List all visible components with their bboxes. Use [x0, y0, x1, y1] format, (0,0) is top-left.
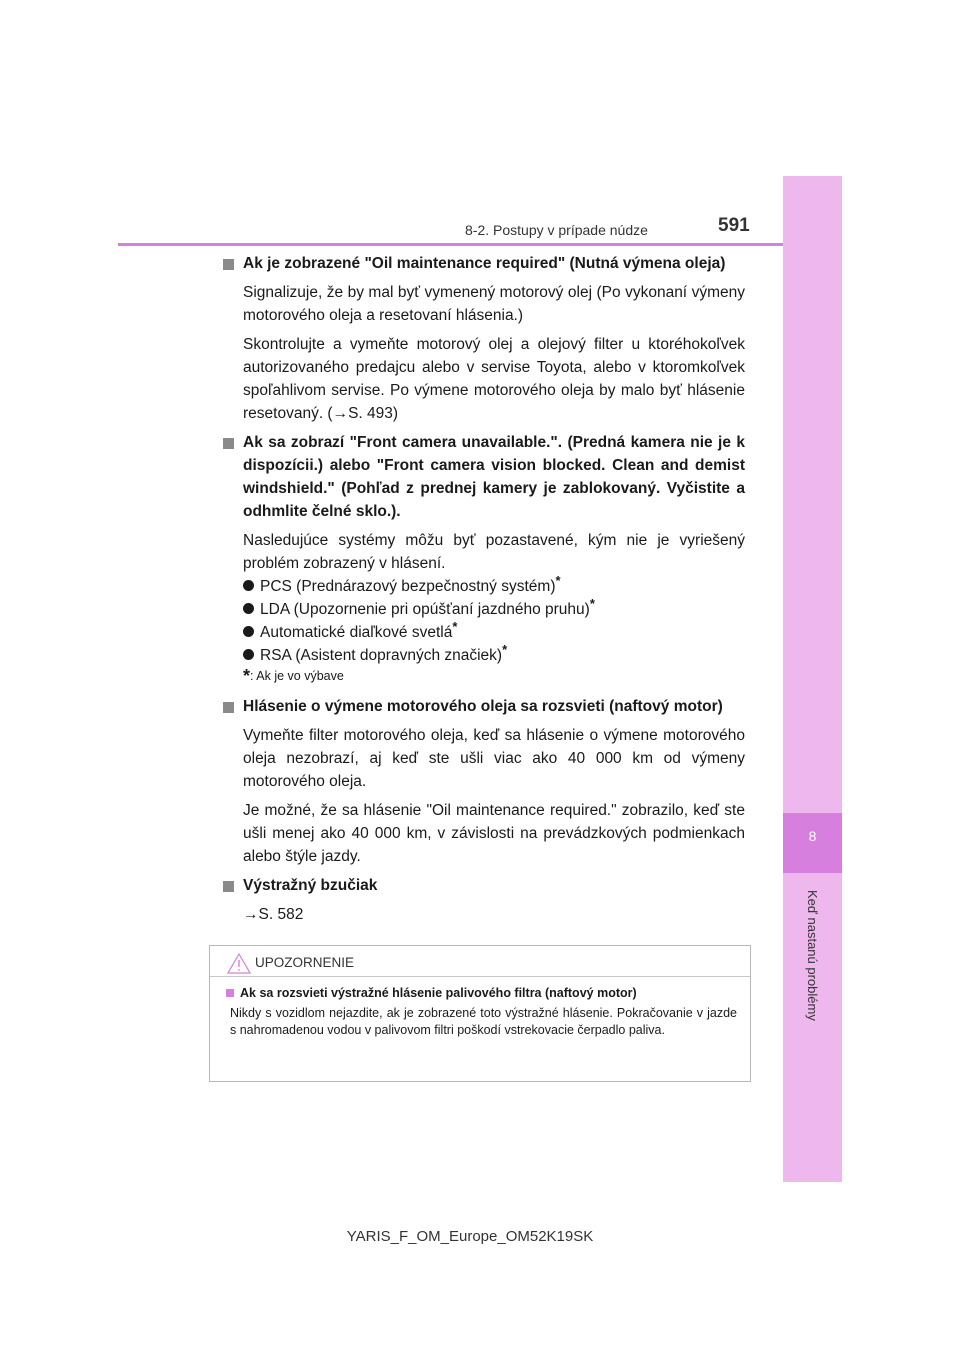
chapter-sidebar	[783, 176, 842, 1182]
chapter-title: Keď nastanú problémy	[805, 890, 820, 1021]
list-item: RSA (Asistent dopravných značiek)*	[220, 644, 745, 667]
chapter-number: 8	[808, 828, 817, 844]
warning-header	[210, 946, 750, 977]
footer	[0, 1228, 960, 1245]
asterisk: *	[452, 618, 458, 634]
square-bullet-icon	[223, 438, 234, 449]
section-oil-change-diesel	[220, 695, 745, 868]
warning-heading: Ak sa rozsvieti výstražné hlásenie palivového filtra (naftový motor)	[224, 985, 737, 1002]
square-bullet-icon	[223, 259, 234, 270]
header-divider	[118, 243, 783, 246]
square-bullet-icon	[223, 702, 234, 713]
paragraph: Signalizuje, že by mal byť vymenený motorový olej (Po vykonaní výmeny motorového oleja a resetovaní hlásenia.)	[243, 284, 745, 324]
paragraph: Vymeňte filter motorového oleja, keď sa hlásenie o výmene motorového oleja nezobrazí, aj keď ste ušli viac ako 40 000 km od výmeny motorového oleja.	[243, 727, 745, 790]
bullet-dot-icon	[243, 626, 254, 637]
section-buzzer	[220, 874, 745, 926]
asterisk: *	[589, 595, 595, 611]
section-front-camera	[220, 431, 745, 685]
warning-text: Nikdy s vozidlom nejazdite, ak je zobrazené toto výstražné hlásenie. Pokračovanie v jazde s nahromadenou vodou v palivovom filtri poškodí vstrekovacie čerpadlo paliva.	[230, 1006, 737, 1037]
footnote: *: Ak je vo výbave	[243, 666, 344, 686]
paragraph: Skontrolujte a vymeňte motorový olej a olejový filter u ktoréhokoľvek autorizovaného predajcu alebo v servise Toyota, alebo v ktoromkoľvek spoľahlivom servise. Po výmene motorového oleja by malo byť hlásenie resetovaný. (→S. 493)	[243, 336, 745, 422]
section-heading: Ak sa zobrazí "Front camera unavailable.". (Predná kamera nie je k dispozícii.) alebo "Front camera vision blocked. Clean and demist windshield." (Pohľad z prednej kamery je zablokovaný. Vyčistite a odhmlite čelné sklo.).	[220, 431, 745, 523]
page-number: 591	[718, 215, 750, 236]
section-heading: Hlásenie o výmene motorového oleja sa rozsvieti (naftový motor)	[220, 695, 745, 718]
bullet-dot-icon	[243, 649, 254, 660]
footnote-asterisk: *	[243, 666, 251, 686]
list-item: LDA (Upozornenie pri opúšťaní jazdného pruhu)*	[220, 598, 745, 621]
page-reference-link[interactable]: →S. 582	[243, 906, 304, 923]
bullet-dot-icon	[243, 580, 254, 591]
bullet-dot-icon	[243, 603, 254, 614]
main-content	[220, 252, 745, 932]
list-item: PCS (Prednárazový bezpečnostný systém)*	[220, 575, 745, 598]
square-bullet-icon	[226, 989, 234, 997]
warning-box	[209, 945, 751, 1082]
list-item: Automatické diaľkové svetlá*	[220, 621, 745, 644]
section-oil-maintenance	[220, 252, 745, 425]
asterisk: *	[502, 641, 508, 657]
paragraph: Nasledujúce systémy môžu byť pozastavené, kým nie je vyriešený problém zobrazený v hlásení.	[243, 532, 745, 572]
section-heading: Výstražný bzučiak	[220, 874, 745, 897]
asterisk: *	[555, 572, 561, 588]
paragraph: Je možné, že sa hlásenie "Oil maintenance required." zobrazilo, keď ste ušli menej ako 40 000 km, v závislosti na prevádzkových podmienkach alebo štýle jazdy.	[243, 802, 745, 865]
warning-triangle-icon	[227, 953, 251, 974]
section-heading: Ak je zobrazené "Oil maintenance required" (Nutná výmena oleja)	[220, 252, 745, 275]
warning-title: UPOZORNENIE	[255, 955, 355, 970]
header-section-title: 8-2. Postupy v prípade núdze	[465, 222, 648, 238]
square-bullet-icon	[223, 881, 234, 892]
document-code: YARIS_F_OM_Europe_OM52K19SK	[346, 1228, 594, 1245]
warning-body	[210, 977, 750, 1039]
